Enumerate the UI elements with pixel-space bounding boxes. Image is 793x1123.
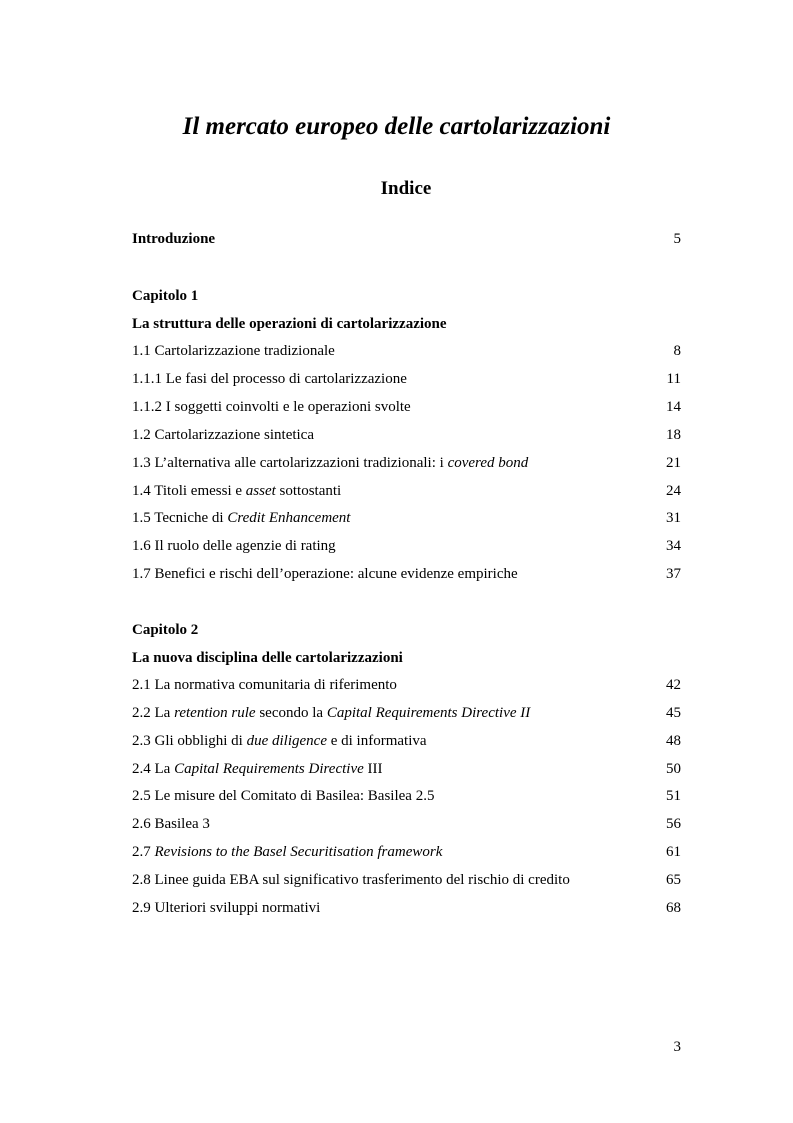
toc-entry-label: 1.6 Il ruolo delle agenzie di rating	[132, 538, 336, 554]
toc-entry-label: 1.1.1 Le fasi del processo di cartolarizzazione	[132, 371, 407, 387]
toc-entry	[132, 397, 681, 417]
toc-entry	[132, 453, 681, 473]
toc-entry-page: 11	[666, 371, 681, 387]
toc-entry-label: 1.4 Titoli emessi e asset sottostanti	[132, 483, 342, 499]
toc-entry	[132, 814, 681, 834]
chapter-title: La nuova disciplina delle cartolarizzazioni	[132, 650, 403, 666]
toc-entry-label: 2.8 Linee guida EBA sul significativo trasferimento del rischio di credito	[132, 872, 570, 888]
toc-entry-label: 1.3 L’alternativa alle cartolarizzazioni tradizionali: i covered bond	[132, 455, 529, 471]
toc-entry-label: 2.4 La Capital Requirements Directive III	[132, 761, 383, 777]
toc-entry-introduction	[132, 229, 681, 249]
toc-entry-page: 31	[666, 510, 681, 526]
toc-entry-label: 2.1 La normativa comunitaria di riferimento	[132, 677, 397, 693]
toc-entry-page: 34	[666, 538, 681, 554]
toc-entry-label: 2.5 Le misure del Comitato di Basilea: Basilea 2.5	[132, 788, 435, 804]
chapter2-heading	[132, 620, 681, 640]
toc-entry-label: Introduzione	[132, 231, 216, 247]
toc-entry	[132, 786, 681, 806]
toc-entry-page: 24	[666, 483, 681, 499]
toc-entry-page: 21	[666, 455, 681, 471]
toc-entry-label: 2.6 Basilea 3	[132, 816, 210, 832]
chapter1-title	[132, 314, 681, 334]
toc-entry-page: 56	[666, 816, 681, 832]
chapter-title: La struttura delle operazioni di cartolarizzazione	[132, 316, 447, 332]
toc-entry-label: 1.7 Benefici e rischi dell’operazione: alcune evidenze empiriche	[132, 566, 518, 582]
toc-entry-label: 1.1.2 I soggetti coinvolti e le operazioni svolte	[132, 399, 411, 415]
page-number: 3	[673, 1039, 681, 1055]
toc-entry-page: 50	[666, 761, 681, 777]
toc-entry-page: 65	[666, 872, 681, 888]
toc-entry	[132, 508, 681, 528]
toc-entry-page: 61	[666, 844, 681, 860]
toc-entry	[132, 564, 681, 584]
toc-entry-page: 8	[673, 343, 681, 359]
toc-entry-page: 18	[666, 427, 681, 443]
toc-entry	[132, 425, 681, 445]
toc-entry	[132, 703, 681, 723]
toc-entry-label: 2.2 La retention rule secondo la Capital Requirements Directive II	[132, 705, 531, 721]
chapter-number: Capitolo 2	[132, 622, 199, 638]
toc-entry	[132, 536, 681, 556]
toc-entry	[132, 842, 681, 862]
toc-entry	[132, 870, 681, 890]
toc-entry-page: 48	[666, 733, 681, 749]
toc-entry-label: 2.3 Gli obblighi di due diligence e di informativa	[132, 733, 427, 749]
toc-entry-label: 1.5 Tecniche di Credit Enhancement	[132, 510, 351, 526]
toc-entry-page: 5	[673, 231, 681, 247]
toc-entry	[132, 369, 681, 389]
chapter-number: Capitolo 1	[132, 288, 199, 304]
document-title: Il mercato europeo delle cartolarizzazioni	[182, 113, 611, 140]
toc-entry	[132, 481, 681, 501]
toc-entry-page: 51	[666, 788, 681, 804]
chapter2-title	[132, 648, 681, 668]
toc-entry	[132, 675, 681, 695]
toc-entry	[132, 759, 681, 779]
toc-entry-label: 2.7 Revisions to the Basel Securitisation framework	[132, 844, 443, 860]
toc-entry-page: 37	[666, 566, 681, 582]
toc-entry-page: 14	[666, 399, 681, 415]
index-heading: Indice	[380, 178, 432, 199]
toc-entry-page: 45	[666, 705, 681, 721]
toc-entry-label: 2.9 Ulteriori sviluppi normativi	[132, 900, 321, 916]
toc-entry	[132, 341, 681, 361]
toc-entry-page: 42	[666, 677, 681, 693]
toc-entry	[132, 731, 681, 751]
toc-entry-label: 1.1 Cartolarizzazione tradizionale	[132, 343, 335, 359]
chapter1-heading	[132, 286, 681, 306]
toc-entry	[132, 898, 681, 918]
toc-entry-page: 68	[666, 900, 681, 916]
toc-entry-label: 1.2 Cartolarizzazione sintetica	[132, 427, 314, 443]
